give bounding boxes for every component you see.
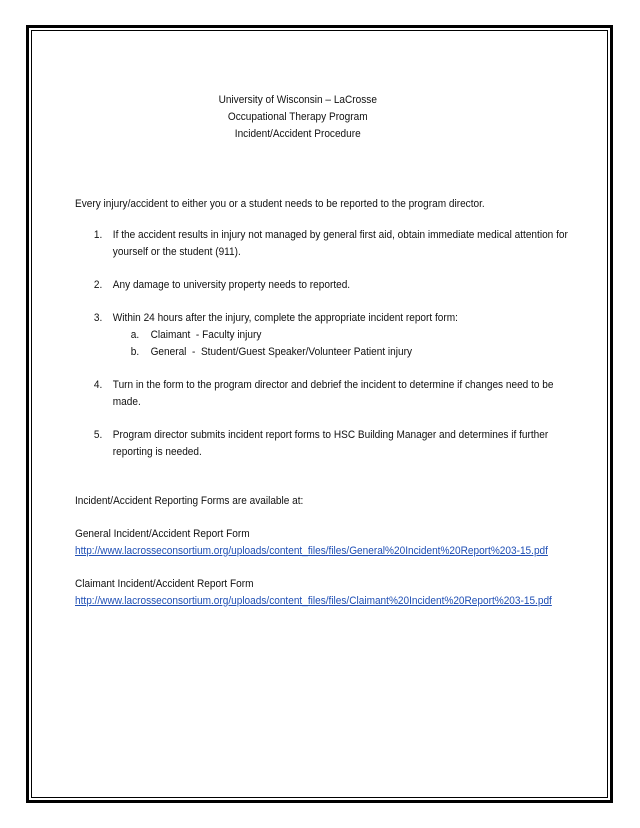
document-content [75, 92, 575, 610]
claimant-form-block [75, 576, 575, 610]
title-program: Occupational Therapy Program [227, 111, 368, 123]
claimant-form-link[interactable]: http://www.lacrosseconsortium.org/uploads/content_files/files/Claimant%20Incident%20Report%203-15.pdf [75, 595, 552, 607]
step-text: Within 24 hours after the injury, complete the appropriate incident report form: [112, 312, 458, 324]
form-type-list [113, 327, 576, 361]
intro-paragraph: Every injury/accident to either you or a student needs to be reported to the program director. [75, 198, 485, 210]
step-number: 4. [93, 379, 103, 391]
sub-item-letter: b. [130, 346, 140, 358]
step-text: If the accident results in injury not managed by general first aid, obtain immediate medical attention for yourself or the student (911). [112, 229, 568, 258]
step-item [75, 227, 575, 261]
general-form-label: General Incident/Accident Report Form [75, 528, 250, 540]
sub-item [113, 344, 576, 361]
title-procedure: Incident/Accident Procedure [234, 128, 361, 140]
step-item [75, 377, 575, 411]
sub-item-text: Claimant - Faculty injury [150, 329, 262, 341]
general-form-link[interactable]: http://www.lacrosseconsortium.org/uploads/content_files/files/General%20Incident%20Report%203-15.pdf [75, 545, 548, 557]
step-item [75, 427, 575, 461]
title-university: University of Wisconsin – LaCrosse [218, 94, 377, 106]
step-text: Any damage to university property needs to reported. [112, 279, 351, 291]
document-title [75, 92, 521, 143]
step-text: Program director submits incident report forms to HSC Building Manager and determines if further reporting is needed. [112, 429, 549, 458]
step-number: 2. [93, 279, 103, 291]
step-item [75, 310, 575, 361]
claimant-form-label: Claimant Incident/Accident Report Form [75, 578, 254, 590]
step-number: 5. [93, 429, 103, 441]
forms-intro: Incident/Accident Reporting Forms are available at: [75, 495, 304, 507]
general-form-block [75, 526, 575, 560]
step-number: 3. [93, 312, 103, 324]
step-number: 1. [93, 229, 103, 241]
step-item [75, 277, 575, 294]
step-text: Turn in the form to the program director and debrief the incident to determine if changes need to be made. [112, 379, 554, 408]
sub-item-text: General - Student/Guest Speaker/Volunteer Patient injury [150, 346, 412, 358]
procedure-steps [75, 227, 575, 461]
sub-item [113, 327, 576, 344]
sub-item-letter: a. [130, 329, 140, 341]
